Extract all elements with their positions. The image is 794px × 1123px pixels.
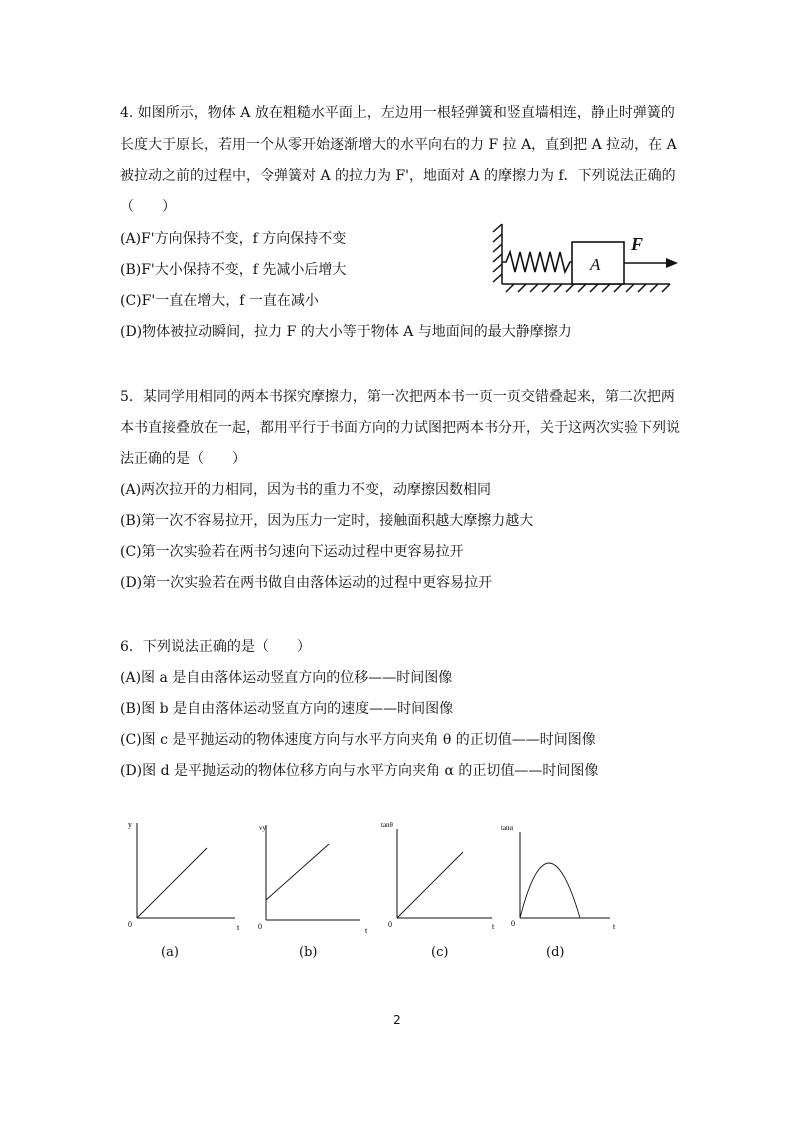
graph-d-caption: (d) bbox=[546, 945, 565, 960]
q4-line-4: （ ） bbox=[120, 199, 176, 215]
graph-d-ylabel: tanα bbox=[501, 824, 514, 832]
graph-c-caption: (c) bbox=[431, 945, 449, 960]
graph-b-curve bbox=[266, 844, 329, 900]
q4-option-d: (D)物体被拉动瞬间，拉力 F 的大小等于物体 A 与地面间的最大静摩擦力 bbox=[120, 324, 572, 340]
page-number: 2 bbox=[393, 1013, 401, 1027]
q5-option-a: (A)两次拉开的力相同，因为书的重力不变，动摩擦因数相同 bbox=[120, 482, 492, 498]
q6-line-1: 6．下列说法正确的是（ ） bbox=[120, 639, 311, 655]
q6-option-d: (D)图 d 是平抛运动的物体位移方向与水平方向夹角 α 的正切值——时间图像 bbox=[120, 763, 599, 779]
graph-c-origin: 0 bbox=[388, 920, 392, 929]
q5-line-1: 5．某同学用相同的两本书探究摩擦力，第一次把两本书一页一页交错叠起来，第二次把两 bbox=[120, 389, 675, 405]
graph-a-curve bbox=[137, 848, 207, 918]
graph-c-xlabel: t bbox=[492, 922, 495, 931]
graph-a-origin: 0 bbox=[128, 920, 132, 929]
force-arrow-head bbox=[666, 258, 678, 268]
q6-option-c: (C)图 c 是平抛运动的物体速度方向与水平方向夹角 θ 的正切值——时间图像 bbox=[120, 732, 596, 748]
graph-b-xlabel: t bbox=[365, 926, 368, 935]
q4-option-a: (A)F'方向保持不变，f 方向保持不变 bbox=[120, 231, 347, 247]
graph-d-xlabel: t bbox=[613, 922, 616, 931]
graph-d-curve bbox=[520, 863, 580, 918]
q5-option-d: (D)第一次实验若在两书做自由落体运动的过程中更容易拉开 bbox=[120, 575, 493, 591]
graph-a bbox=[125, 815, 250, 935]
ground bbox=[502, 284, 670, 292]
wall bbox=[493, 224, 502, 284]
graph-c-curve bbox=[397, 852, 463, 918]
q5-line-2: 本书直接叠放在一起，都用平行于书面方向的力试图把两本书分开，关于这两次实验下列说 bbox=[120, 420, 680, 436]
q4-option-c: (C)F'一直在增大，f 一直在减小 bbox=[120, 293, 319, 309]
graph-d-origin: 0 bbox=[511, 919, 515, 928]
q6-option-b: (B)图 b 是自由落体运动竖直方向的速度——时间图像 bbox=[120, 701, 454, 717]
q4-line-1: 4. 如图所示，物体 A 放在粗糙水平面上，左边用一根轻弹簧和竖直墙相连，静止时弹簧的 bbox=[120, 105, 675, 121]
spring-block-figure bbox=[490, 222, 685, 297]
graph-b bbox=[255, 815, 380, 935]
q5-option-c: (C)第一次实验若在两书匀速向下运动过程中更容易拉开 bbox=[120, 544, 464, 560]
q5-option-b: (B)第一次不容易拉开，因为压力一定时，接触面积越大摩擦力越大 bbox=[120, 513, 534, 529]
graph-b-caption: (b) bbox=[299, 945, 318, 960]
graph-c bbox=[380, 815, 505, 935]
graph-c-ylabel: tanθ bbox=[381, 821, 393, 829]
graph-d bbox=[500, 815, 625, 935]
block-a-label: A bbox=[590, 255, 601, 274]
spring bbox=[502, 252, 572, 272]
graph-a-ylabel: y bbox=[128, 820, 132, 829]
q4-line-2: 长度大于原长，若用一个从零开始逐渐增大的水平向右的力 F 拉 A，直到把 A 拉动，在 A bbox=[120, 137, 677, 153]
q5-line-3: 法正确的是（ ） bbox=[120, 451, 246, 467]
q6-option-a: (A)图 a 是自由落体运动竖直方向的位移——时间图像 bbox=[120, 670, 453, 686]
graph-b-origin: 0 bbox=[258, 922, 262, 931]
graph-b-ylabel: vy bbox=[259, 824, 266, 832]
force-label: F bbox=[631, 234, 644, 254]
graph-a-caption: (a) bbox=[161, 945, 179, 960]
q4-line-3: 被拉动之前的过程中，令弹簧对 A 的拉力为 F'，地面对 A 的摩擦力为 f．下列说法正确的 bbox=[120, 168, 676, 184]
q4-option-b: (B)F'大小保持不变，f 先减小后增大 bbox=[120, 262, 347, 278]
graph-a-xlabel: t bbox=[237, 923, 240, 932]
